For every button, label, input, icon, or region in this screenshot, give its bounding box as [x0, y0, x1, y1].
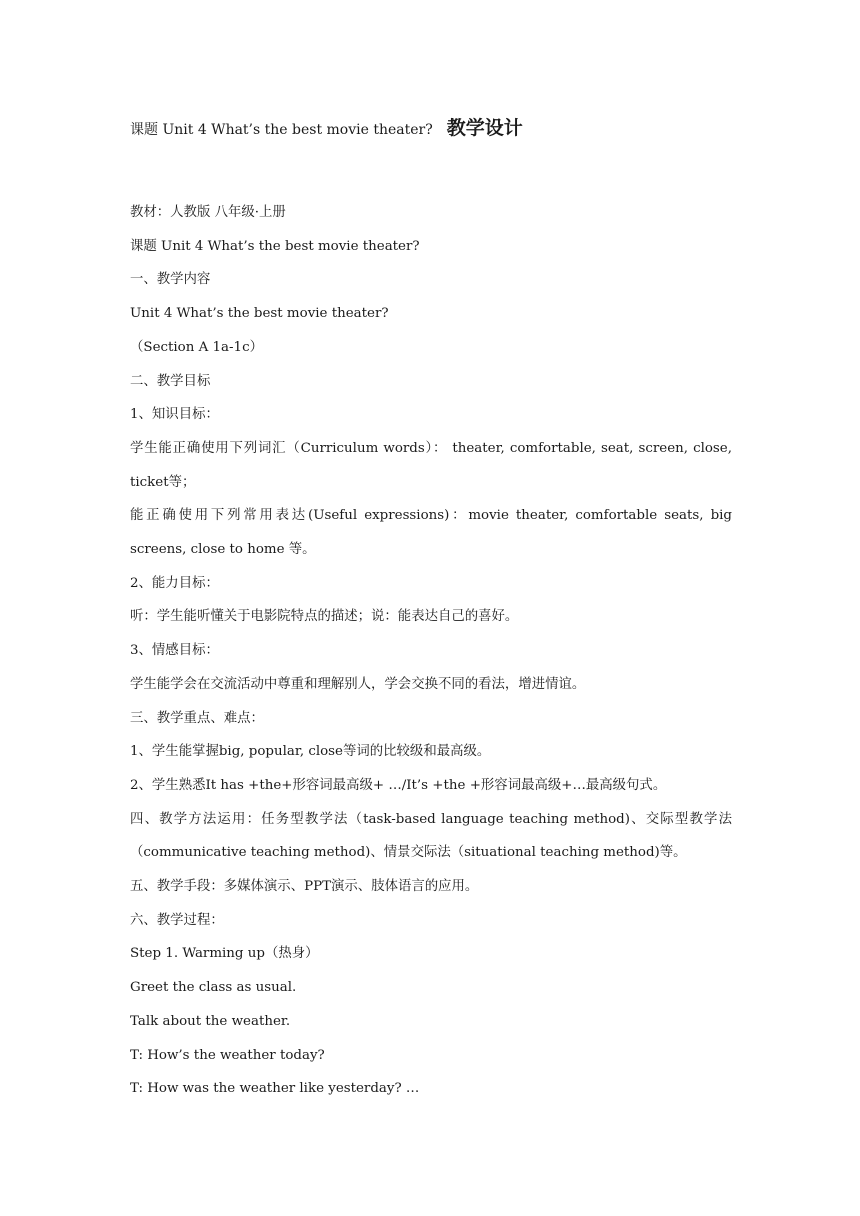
emotion-objective-heading: 3、情感目标：	[130, 643, 219, 659]
teaching-means-line: 五、教学手段：多媒体演示、PPT演示、肢体语言的应用。	[130, 879, 479, 895]
dialogue-line-1: T: How’s the weather today?	[130, 1047, 325, 1063]
ability-objective-text: 听：学生能听懂关于电影院特点的描述；说：能表达自己的喜好。	[130, 609, 519, 625]
unit-line: Unit 4 What’s the best movie theater?	[130, 306, 389, 322]
textbook-line: 教材：人教版 八年级·上册	[130, 205, 286, 220]
section-heading-objectives: 二、教学目标	[130, 373, 211, 389]
title-prefix: 课题 Unit 4 What’s the best movie theater?	[130, 122, 433, 138]
section-heading-process: 六、教学过程：	[130, 912, 224, 928]
knowledge-objective-heading: 1、知识目标：	[130, 407, 219, 423]
section-heading-key-points: 三、教学重点、难点：	[130, 710, 264, 726]
emotion-objective-text: 学生能学会在交流活动中尊重和理解别人，学会交换不同的看法，增进情谊。	[130, 676, 586, 692]
ability-objective-heading: 2、能力目标：	[130, 575, 219, 591]
section-range-line: （Section A 1a-1c）	[130, 339, 263, 355]
title-heading: 教学设计	[446, 117, 523, 139]
key-point-1: 1、学生能掌握big, popular, close等词的比较级和最高级。	[130, 744, 491, 760]
dialogue-line-2: T: How was the weather like yesterday? …	[130, 1081, 420, 1097]
document-title	[130, 114, 523, 144]
expressions-paragraph: 能正确使用下列常用表达(Useful expressions)：movie theater, comfortable seats, big screens, close to home 等。	[130, 508, 732, 558]
section-heading-content: 一、教学内容	[130, 272, 211, 288]
teaching-methods-paragraph: 四、教学方法运用：任务型教学法（task-based language teaching method)、交际型教学法（communicative teaching method)、情景交际法（situational teaching method)等。	[130, 811, 732, 861]
step-1-heading: Step 1. Warming up（热身）	[130, 946, 319, 962]
vocabulary-paragraph: 学生能正确使用下列词汇（Curriculum words）： theater, comfortable, seat, screen, close, ticket等；	[130, 440, 732, 490]
key-point-2: 2、学生熟悉It has +the+形容词最高级+ …/It’s +the +形容词最高级+…最高级句式。	[130, 777, 667, 793]
document-body	[130, 196, 732, 1106]
process-line-greet: Greet the class as usual.	[130, 980, 297, 996]
process-line-weather: Talk about the weather.	[130, 1013, 291, 1029]
topic-line: 课题 Unit 4 What’s the best movie theater?	[130, 238, 420, 254]
